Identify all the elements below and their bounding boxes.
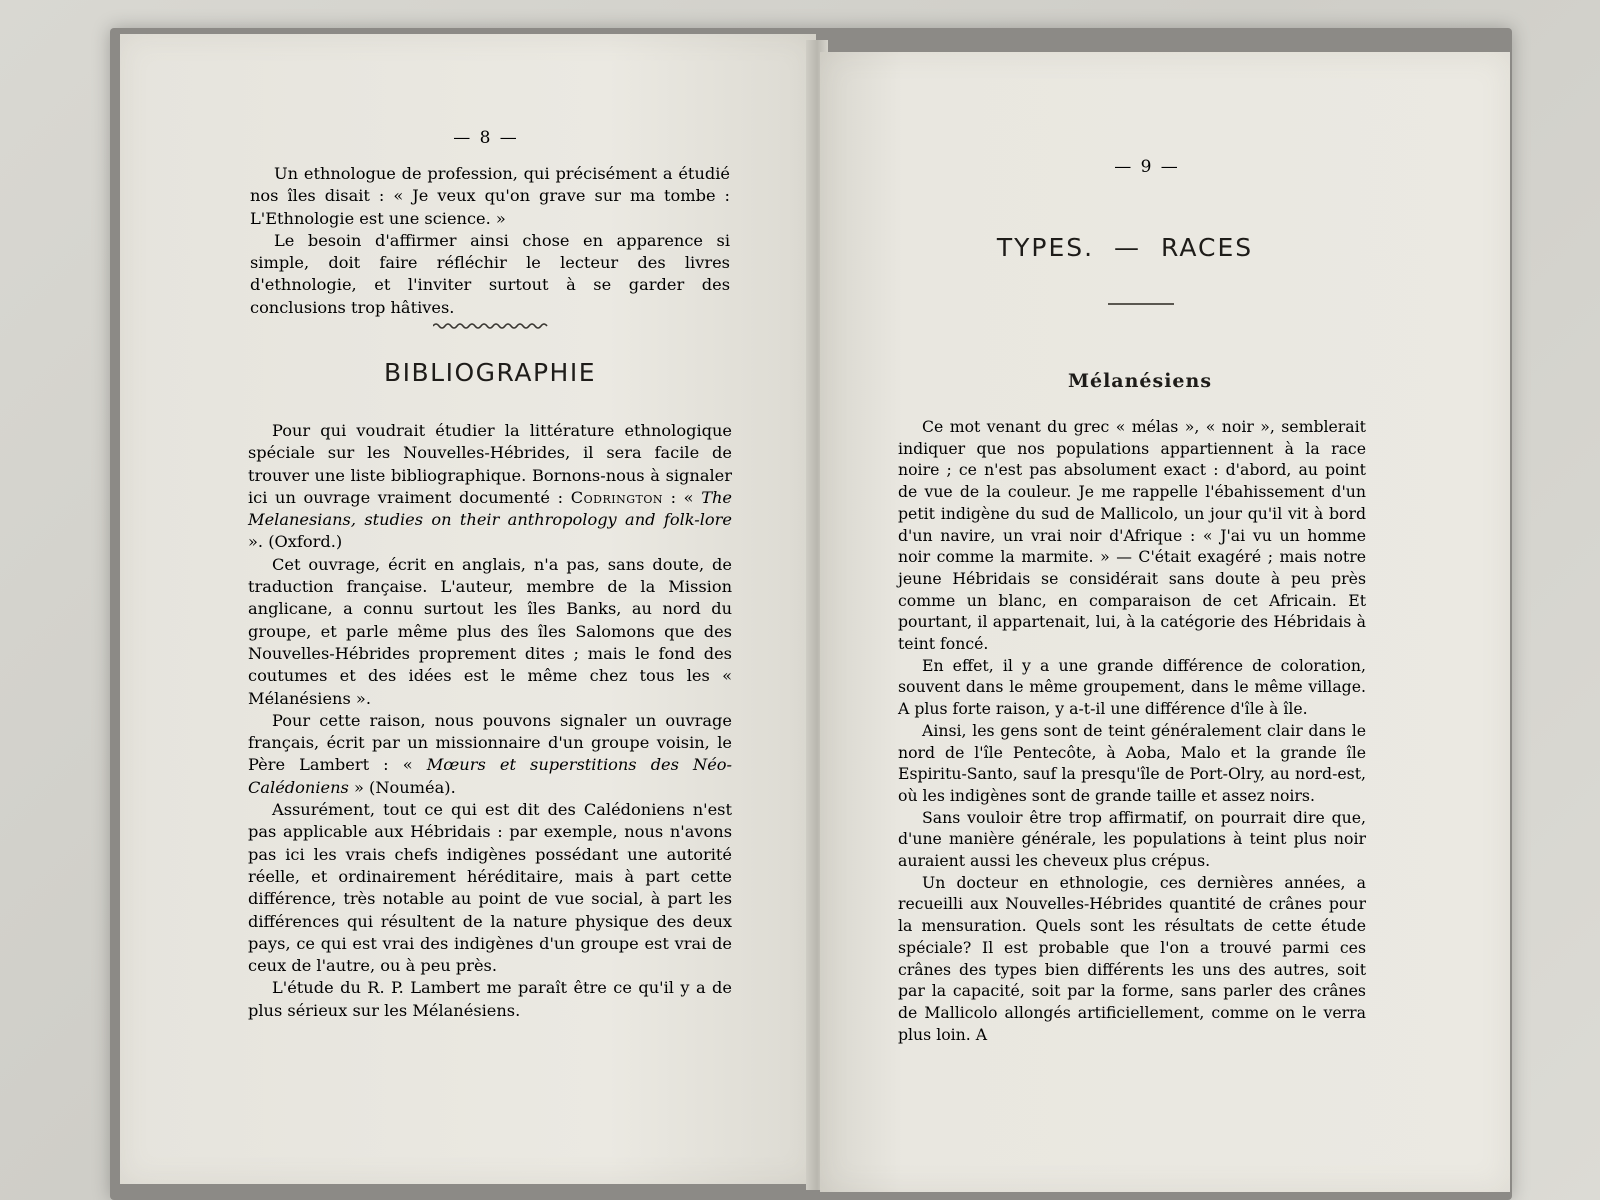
races-text xyxy=(898,416,1366,1045)
bibliography-text-run: Pour qui voudrait étudier la littérature ethnologique spéciale sur les Nouvelles-Hébrides, il sera facile de trouver une liste bibliographique. Bornons-nous à signaler ici un ouvrage vraiment documenté : xyxy=(248,421,732,507)
bibliography-paragraph-4: Assurément, tout ce qui est dit des Calédoniens n'est pas applicable aux Hébridais : par exemple, nous n'avons pas ici les vrais chefs indigènes possédant une autorité réelle, et ordinairement héréditaire, mais à part cette différence, très notable au point de vue social, à part les différences qui résultent de la nature physique des deux pays, ce qui est vrai des indigènes d'un groupe est vrai de ceux de l'autre, ou à peu près. xyxy=(248,800,732,976)
melanesiens-subheading: Mélanésiens xyxy=(1067,370,1213,392)
wavy-ornament xyxy=(433,322,548,330)
author-name: Codrington xyxy=(570,487,663,507)
types-races-heading: TYPES. — RACES xyxy=(996,233,1254,262)
bibliography-text-run: » (Nouméa). xyxy=(348,777,456,797)
intro-text xyxy=(250,163,730,319)
page-number-left: — 8 — xyxy=(453,128,519,148)
book-title: The Melanesians, studies on their anthropology and folk-lore xyxy=(248,487,733,530)
races-paragraph-5: Un docteur en ethnologie, ces dernières années, a recueilli aux Nouvelles-Hébrides quantité de crânes pour la mensuration. Quels sont les résultats de cette étude spéciale? Il est probable que l'on a trouvé parmi ces crânes des types bien différents les uns des autres, soit par la capacité, soit par la forme, sans parler des crânes de Mallicolo allongés artificiellement, comme on le verra plus loin. A xyxy=(898,872,1366,1044)
page-number-right: — 9 — xyxy=(1114,157,1180,177)
bibliography-paragraph-1 xyxy=(248,420,732,554)
races-paragraph-3: Ainsi, les gens sont de teint généralement clair dans le nord de l'île Pentecôte, à Aoba, Malo et la grande île Espiritu-Santo, sauf la presqu'île de Port-Olry, au nord-est, où les indigènes sont de grande taille et assez noirs. xyxy=(898,720,1366,805)
bibliography-text-run: Pour cette raison, nous pouvons signaler un ouvrage français, écrit par un missionnaire d'un groupe voisin, le Père Lambert : « xyxy=(248,710,732,775)
bibliography-paragraph-5: L'étude du R. P. Lambert me paraît être ce qu'il y a de plus sérieux sur les Mélanésiens. xyxy=(248,978,732,1020)
bibliography-paragraph-3 xyxy=(248,710,732,799)
races-paragraph-1: Ce mot venant du grec « mélas », « noir », semblerait indiquer que nos populations appartiennent à la race noire ; ce n'est pas absolument exact : d'abord, au point de vue de la couleur. Je me rappelle l'ébahissement d'un petit indigène du sud de Mallicolo, un jour qu'il vit à bord d'un navire, un vrai noir d'Afrique : « J'ai vu un homme noir comme la marmite. » — C'était exagéré ; mais notre jeune Hébridais se considérait sans doute à peu près comme un blanc, en comparaison de cet Africain. Et pourtant, il appartenait, lui, à la catégorie des Hébridais à teint foncé. xyxy=(898,417,1366,654)
intro-paragraph-2: Le besoin d'affirmer ainsi chose en apparence si simple, doit faire réfléchir le lecteur des livres d'ethnologie, et l'inviter surtout à se garder des conclusions trop hâtives. xyxy=(250,230,730,317)
heading-rule xyxy=(1108,303,1174,305)
bibliography-heading: BIBLIOGRAPHIE xyxy=(383,358,597,387)
races-paragraph-4: Sans vouloir être trop affirmatif, on pourrait dire que, d'une manière générale, les populations à teint plus noir auraient aussi les cheveux plus crépus. xyxy=(898,807,1366,871)
bibliography-paragraph-2: Cet ouvrage, écrit en anglais, n'a pas, sans doute, de traduction française. L'auteur, membre de la Mission anglicane, a connu surtout les îles Banks, au nord du groupe, et parle même plus des îles Salomons que des Nouvelles-Hébrides proprement dites ; mais le fond des coutumes et des idées est le même chez tous les « Mélanésiens ». xyxy=(248,554,732,708)
intro-paragraph-1: Un ethnologue de profession, qui précisément a étudié nos îles disait : « Je veux qu'on grave sur ma tombe : L'Ethnologie est une science. » xyxy=(250,164,730,228)
races-paragraph-2: En effet, il y a une grande différence de coloration, souvent dans le même groupement, dans le même village. A plus forte raison, y a-t-il une différence d'île à île. xyxy=(898,655,1366,719)
bibliography-text-run: ». (Oxford.) xyxy=(248,532,343,552)
bibliography-text-run: : « xyxy=(662,487,702,507)
book-title: Mœurs et superstitions des Néo-Calédoniens xyxy=(248,755,732,797)
bibliography-text xyxy=(248,420,732,1022)
